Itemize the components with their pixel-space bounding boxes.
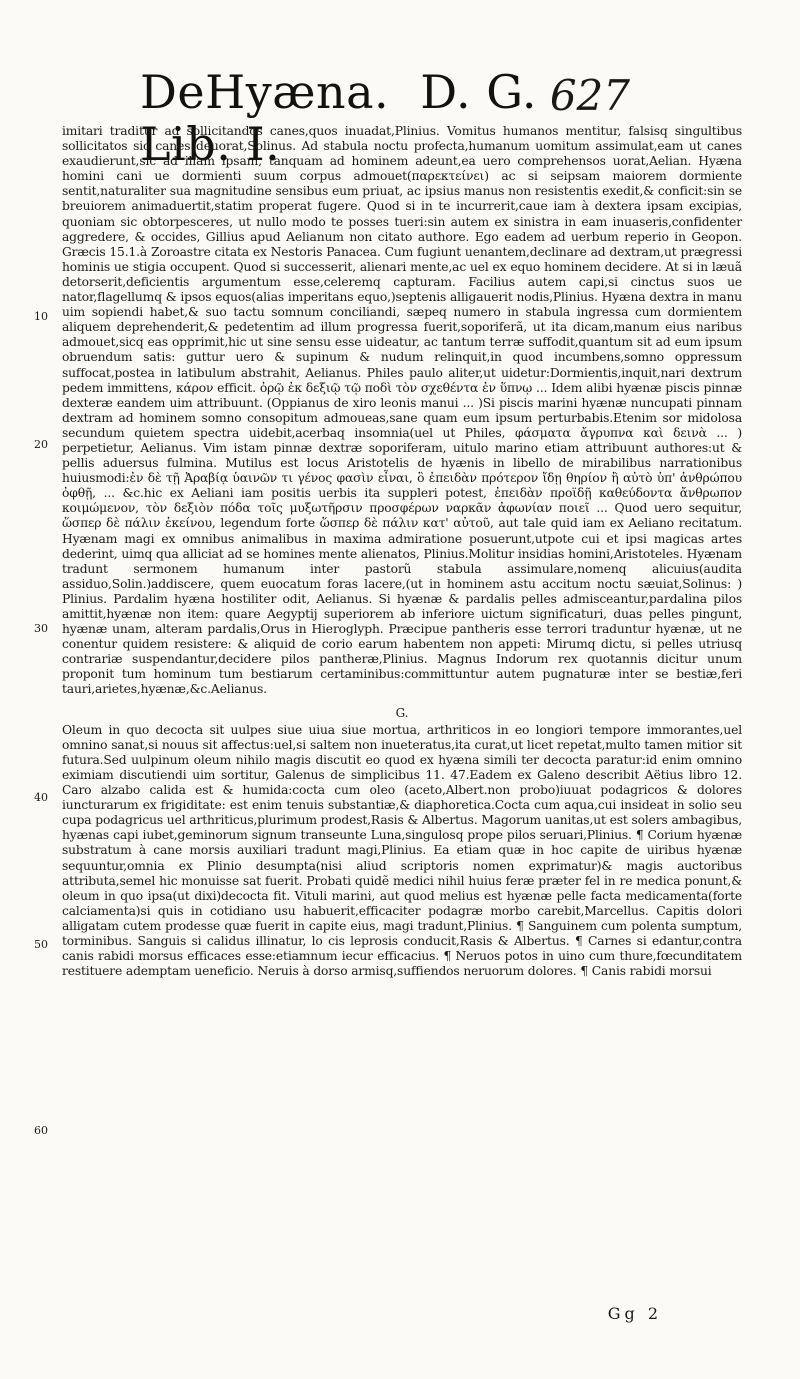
margin-number: 10: [34, 310, 48, 323]
margin-number: 20: [34, 438, 48, 451]
signature-mark: Gg 2: [607, 1304, 662, 1323]
section-letter: G.: [395, 705, 409, 720]
margin-number: 60: [34, 1124, 48, 1137]
author-abbrev: D. G.: [420, 65, 537, 119]
paragraph: Oleum in quo decocta sit uulpes siue uiua siue mortua, arthriticos in eo longiori tempore immorantes,uel omnino sanat,si nouus sit affectus:uel,si saltem non inueteratus,ita curat,ut licet repetat,multo tamen mitior sit futura.Sed uulpinum oleum nihilo magis discutit eo quod ex hyæna simili ter decocta paratur:id enim omnino eximiam discutiendi uim sortitur, Galenus de simplicibus 11. 47.Eadem ex Galeno describit Aëtius libro 12. Caro alzabo calida est & humida:cocta cum oleo (aceto,Albert.non probo)iuuat podagricos & dolores iuncturarum ex frigiditate: est enim tenuis substantiæ,& diaphoretica.Cocta cum aqua,cui insideat in solio seu cupa podagricus uel arthriticus,plurimum prodest,Rasis & Albertus. Magorum uanitas,ut est solers ambagibus, hyænas capi iubet,geminorum signum transeunte Luna,singulosq prope pilos seruari,Plinius. ¶ Corium hyænæ substratum à cane morsis auxiliari tradunt magi,Plinius. Ea etiam quæ in hoc capite de uiribus hyænæ sequuntur,omnia ex Plinio desumpta(nisi aliud scriptoris nomen exprimatur)& magis auctoribus attributa,semel hic monuisse sat fuerit. Probati quidẽ medici nihil huius feræ præter fel in re medica ponunt,& oleum in quo ipsa(ut dixi)decocta fit. Vituli marini, aut quod melius est hyænæ pelle facta medicamenta(forte calciamenta)si quis in cotidiano usu habuerit,efficaciter podagræ morbo carebit,Marcellus. Capitis dolori alligatam cutem prodesse quæ fuerit in capite eius, magi tradunt,Plinius. ¶ Sanguinem cum polenta sumptum, torminibus. Sanguis si calidus illinatur, lo cis leprosis conducit,Rasis & Albertus. ¶ Carnes si edantur,contra canis rabidi morsus efficaces esse:etiamnum iecur efficacius. ¶ Neruos potos in uino cum thure,fœcunditatem restituere ademptam ueneficio. Neruis à dorso armisq,suffiendos neruorum dolores. ¶ Canis rabidi morsui: [62, 722, 742, 979]
margin-number: 40: [34, 791, 48, 804]
page-number: 627: [549, 71, 630, 120]
paragraph: imitari traditur ad sollicitandos canes,quos inuadat,Plinius. Vomitus humanos mentitur, falsisq singultibus sollicitatos sic canes deuorat,Solinus. Ad stabula noctu profecta,humanum uomitum assimulat,eam ut canes exaudierunt,sic ad illam ipsam, tanquam ad hominem adeunt,ea uero comprehensos uorat,Aelian. Hyæna homini cani ue dormienti suum corpus admouet(παρεκτείνει) ac si seipsam maiorem dormiente sentit,naturaliter sua magnitudine sensibus eum priuat, ac ipsius manus non resistentis exedit,& conficit:sin se breuiorem animaduertit,statim properat fugere. Quod si in te incurrerit,caue iam à dextera ipsam excipias, quoniam sic obtorpesceres, ut nullo modo te posses tueri:sin autem ex sinistra in eam inuaseris,confidenter aggredere, & occides, Gillius apud Aelianum non citato authore. Ego eadem ad uerbum reperio in Geopon. Græcis 15.1.à Zoroastre citata ex Nestoris Panacea. Cum fugiunt uenantem,declinare ad dextram,ut prægressi hominis ue stigia occupent. Quod si successerit, alienari mente,ac uel ex equo hominem decidere. At si in læuã detorserit,deficientis argumentum esse,celeremq capturam. Facilius autem capi,si cinctus suos ue nator,flagellumq & ipsos equos(alias imperitans equo,)septenis alligauerit nodis,Plinius. Hyæna dextra in manu uim sopiendi habet,& suo tactu somnum conciliandi, sæpeq numero in stabula ingressa cum dormientem aliquem deprehenderit,& pedetentim ad illum progressa fuerit,soporiferã, ut ita dicam,manum eius naribus admouet,sicq eas opprimit,hic ut sine sensu esse uideatur, ac tantum terræ suffodit,quantum sit ad eum ipsum obruendum satis: guttur uero & supinum & nudum relinquit,in quod incumbens,somno oppressum suffocat,postea in latibulum abstrahit, Aelianus. Philes paulo aliter,ut uidetur:Dormientis,inquit,nari dextrum pedem immittens, κάρον efficit. ὀρῷ ἐκ δεξιῷ τῷ ποδὶ τὸν σχεθέντα ἐν ὕπνῳ ... Idem alibi hyænæ piscis pinnæ dexteræ eandem uim attribuunt. (Oppianus de xiro leonis manui ... )Si piscis marini hyænæ nuncupati pinnam dextram ad hominem somno consopitum admoueas,sane quam eum ipsum perturbabis.Etenim sor midolosa secundum quietem spectra uidebit,acerbaq insomnia(uel ut Philes, φάσματα ἄγρυπνα καὶ δεινὰ ... ) perpetietur, Aelianus. Vim istam pinnæ dextræ soporiferam, uitulo marino etiam attribuunt authores:ut & pellis aduersus fulmina. Mutilus est locus Aristotelis de hyænis in libello de mirabilibus narrationibus huiusmodi:ἐν δὲ τῇ Ἀραβίᾳ ὑαινῶν τι γένος φασὶν εἶναι, ὃ ἐπειδὰν πρότερον ἴδῃ θηρίον ἢ αὐτὸ ὑπ' ἀνθρώπου ὀφθῇ, ... &c.hic ex Aeliani iam positis uerbis ita suppleri potest, ἐπειδὰν προϊδῇ καθεύδοντα ἄνθρωπον κοιμώμενον, τὸν δεξιὸν πόδα τοῖς μυξωτῆρσιν προσφέρων ναρκᾶν ἀφωνίαν ποιεῖ ... Quod uero sequitur, ὥσπερ δὲ πάλιν ἐκείνου, legendum forte ὥσπερ δὲ πάλιν κατ' αὐτοῦ, aut tale quid iam ex Aeliano recitatum. Hyænam magi ex omnibus animalibus in maxima admiratione posuerunt,utpote cui et ipsi magicas artes dederint, uimq qua alliciat ad se homines mente alienatos, Plinius.Molitur insidias homini,Aristoteles. Hyænam tradunt sermonem humanum inter pastorũ stabula assimulare,nomenq alicuius(audita assiduo,Solin.)addiscere, quem euocatum foras lacere,(ut in hominem astu accitum noctu sæuiat,Solinus: ) Plinius. Pardalim hyæna hostiliter odit, Aelianus. Si hyænæ & pardalis pelles admisceantur,pardalina pilos amittit,hyænæ non item: quare Aegyptij superiorem ab inferiore uictum significaturi, duas pelles pingunt, hyænæ unam, alteram pardalis,Orus in Hieroglyph. Præcipue pantheris esse terrori traduntur hyænæ, ut ne conentur quidem resistere: & aliquid de corio earum habentem non appeti: Mirumq dictu, si pelles utriusq contrariæ suspendantur,decidere pilos pantheræ,Plinius. Magnus Indorum rex quotannis dicitur unum proponit tum hominum tum bestiarum certaminibus:committuntur autem pugnaturæ inter se bestiæ,feri tauri,arietes,hyænæ,&c.Aelianus.: [62, 124, 742, 697]
book-label: Lib. I.: [140, 117, 281, 171]
margin-number: 50: [34, 938, 48, 951]
page-title: DeHyæna.: [140, 65, 390, 119]
text-column: [62, 124, 742, 979]
margin-number: 30: [34, 622, 48, 635]
